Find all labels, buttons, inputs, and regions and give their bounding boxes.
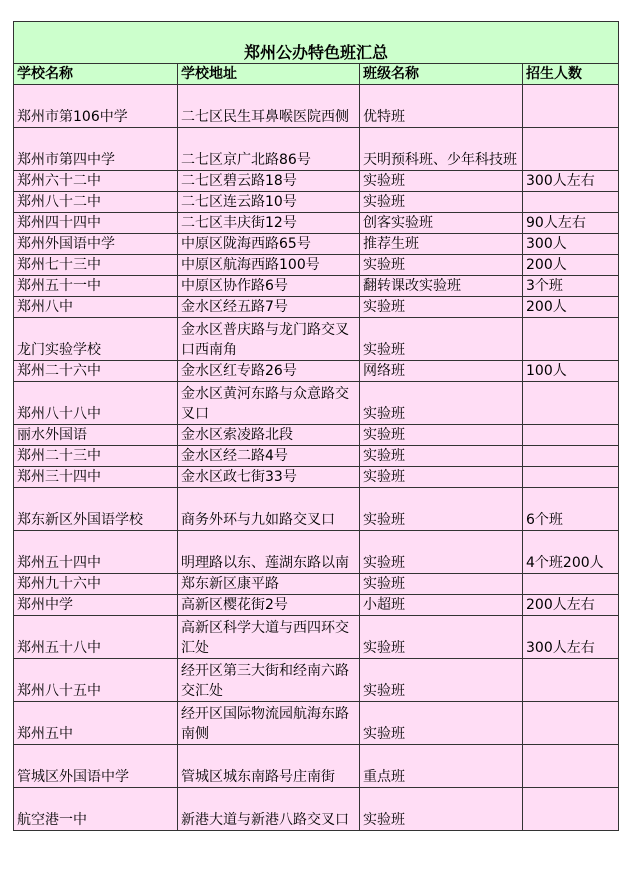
enroll-cell: 200人: [523, 297, 619, 318]
school-cell: 郑州五十四中: [14, 531, 178, 574]
address-cell: 中原区航海西路100号: [178, 255, 360, 276]
header-enroll: 招生人数: [523, 64, 619, 85]
school-cell: 郑州中学: [14, 595, 178, 616]
address-cell: 商务外环与九如路交叉口: [178, 488, 360, 531]
enroll-cell: 90人左右: [523, 213, 619, 234]
class-cell: 小超班: [360, 595, 523, 616]
class-cell: 实验班: [360, 171, 523, 192]
class-cell: 网络班: [360, 361, 523, 382]
enroll-cell: [523, 702, 619, 745]
title-row: [14, 22, 619, 64]
class-cell: 实验班: [360, 382, 523, 425]
address-cell: 二七区京广北路86号: [178, 128, 360, 171]
enroll-cell: 6个班: [523, 488, 619, 531]
school-cell: 航空港一中: [14, 788, 178, 831]
header-address: 学校地址: [178, 64, 360, 85]
school-cell: 龙门实验学校: [14, 318, 178, 361]
class-cell: 实验班: [360, 467, 523, 488]
address-cell: 金水区普庆路与龙门路交叉口西南角: [178, 318, 360, 361]
enroll-cell: 100人: [523, 361, 619, 382]
table-row: [14, 318, 619, 361]
school-cell: 郑州五十八中: [14, 616, 178, 659]
enroll-cell: [523, 467, 619, 488]
school-cell: 郑州九十六中: [14, 574, 178, 595]
enroll-cell: [523, 85, 619, 128]
enroll-cell: [523, 128, 619, 171]
school-cell: 郑东新区外国语学校: [14, 488, 178, 531]
school-cell: 郑州二十六中: [14, 361, 178, 382]
class-cell: 推荐生班: [360, 234, 523, 255]
school-cell: 郑州八十八中: [14, 382, 178, 425]
table-row: [14, 361, 619, 382]
table-row: [14, 659, 619, 702]
class-cell: 实验班: [360, 297, 523, 318]
class-cell: 重点班: [360, 745, 523, 788]
school-cell: 郑州五中: [14, 702, 178, 745]
enroll-cell: [523, 446, 619, 467]
table-row: [14, 702, 619, 745]
table-row: [14, 276, 619, 297]
school-cell: 郑州八十二中: [14, 192, 178, 213]
address-cell: 郑东新区康平路: [178, 574, 360, 595]
class-cell: 实验班: [360, 659, 523, 702]
address-cell: 金水区政七街33号: [178, 467, 360, 488]
class-cell: 实验班: [360, 192, 523, 213]
address-cell: 中原区协作路6号: [178, 276, 360, 297]
class-cell: 实验班: [360, 425, 523, 446]
school-cell: 郑州外国语中学: [14, 234, 178, 255]
class-cell: 实验班: [360, 446, 523, 467]
table-title: 郑州公办特色班汇总: [14, 22, 619, 64]
class-cell: 创客实验班: [360, 213, 523, 234]
address-cell: 金水区黄河东路与众意路交叉口: [178, 382, 360, 425]
enroll-cell: [523, 382, 619, 425]
class-cell: 实验班: [360, 702, 523, 745]
address-cell: 金水区经五路7号: [178, 297, 360, 318]
address-cell: 明理路以东、莲湖东路以南: [178, 531, 360, 574]
table-row: [14, 255, 619, 276]
enroll-cell: 200人左右: [523, 595, 619, 616]
school-cell: 管城区外国语中学: [14, 745, 178, 788]
table-row: [14, 128, 619, 171]
address-cell: 二七区碧云路18号: [178, 171, 360, 192]
header-school: 学校名称: [14, 64, 178, 85]
enroll-cell: [523, 318, 619, 361]
address-cell: 金水区经二路4号: [178, 446, 360, 467]
class-cell: 实验班: [360, 616, 523, 659]
enroll-cell: 300人左右: [523, 616, 619, 659]
table-row: [14, 616, 619, 659]
school-cell: 郑州五十一中: [14, 276, 178, 297]
enroll-cell: 200人: [523, 255, 619, 276]
enroll-cell: [523, 659, 619, 702]
table-row: [14, 171, 619, 192]
address-cell: 二七区民生耳鼻喉医院西侧: [178, 85, 360, 128]
class-cell: 天明预科班、少年科技班: [360, 128, 523, 171]
table-row: [14, 595, 619, 616]
school-cell: 郑州三十四中: [14, 467, 178, 488]
header-class: 班级名称: [360, 64, 523, 85]
table-row: [14, 297, 619, 318]
enroll-cell: 300人左右: [523, 171, 619, 192]
table-row: [14, 382, 619, 425]
header-row: [14, 64, 619, 85]
school-cell: 丽水外国语: [14, 425, 178, 446]
class-cell: 实验班: [360, 488, 523, 531]
address-cell: 新港大道与新港八路交叉口: [178, 788, 360, 831]
enroll-cell: [523, 574, 619, 595]
enroll-cell: 300人: [523, 234, 619, 255]
address-cell: 经开区第三大街和经南六路交汇处: [178, 659, 360, 702]
school-cell: 郑州七十三中: [14, 255, 178, 276]
table-row: [14, 234, 619, 255]
school-cell: 郑州八十五中: [14, 659, 178, 702]
table-row: [14, 425, 619, 446]
address-cell: 高新区樱花街2号: [178, 595, 360, 616]
table-row: [14, 788, 619, 831]
table-row: [14, 467, 619, 488]
address-cell: 经开区国际物流园航海东路南侧: [178, 702, 360, 745]
address-cell: 金水区红专路26号: [178, 361, 360, 382]
table-row: [14, 488, 619, 531]
table-row: [14, 531, 619, 574]
address-cell: 二七区丰庆街12号: [178, 213, 360, 234]
class-cell: 实验班: [360, 255, 523, 276]
table-row: [14, 745, 619, 788]
class-cell: 优特班: [360, 85, 523, 128]
school-cell: 郑州市第四中学: [14, 128, 178, 171]
address-cell: 高新区科学大道与西四环交汇处: [178, 616, 360, 659]
enroll-cell: [523, 425, 619, 446]
school-cell: 郑州四十四中: [14, 213, 178, 234]
address-cell: 管城区城东南路号庄南街: [178, 745, 360, 788]
enroll-cell: [523, 745, 619, 788]
school-summary-table: [13, 21, 619, 831]
class-cell: 翻转课改实验班: [360, 276, 523, 297]
school-cell: 郑州六十二中: [14, 171, 178, 192]
class-cell: 实验班: [360, 531, 523, 574]
school-cell: 郑州二十三中: [14, 446, 178, 467]
school-cell: 郑州市第106中学: [14, 85, 178, 128]
school-cell: 郑州八中: [14, 297, 178, 318]
enroll-cell: [523, 192, 619, 213]
table-row: [14, 574, 619, 595]
table-row: [14, 213, 619, 234]
table-row: [14, 85, 619, 128]
enroll-cell: 4个班200人: [523, 531, 619, 574]
class-cell: 实验班: [360, 788, 523, 831]
address-cell: 二七区连云路10号: [178, 192, 360, 213]
address-cell: 中原区陇海西路65号: [178, 234, 360, 255]
class-cell: 实验班: [360, 574, 523, 595]
class-cell: 实验班: [360, 318, 523, 361]
enroll-cell: [523, 788, 619, 831]
table-row: [14, 192, 619, 213]
enroll-cell: 3个班: [523, 276, 619, 297]
table-row: [14, 446, 619, 467]
address-cell: 金水区索凌路北段: [178, 425, 360, 446]
